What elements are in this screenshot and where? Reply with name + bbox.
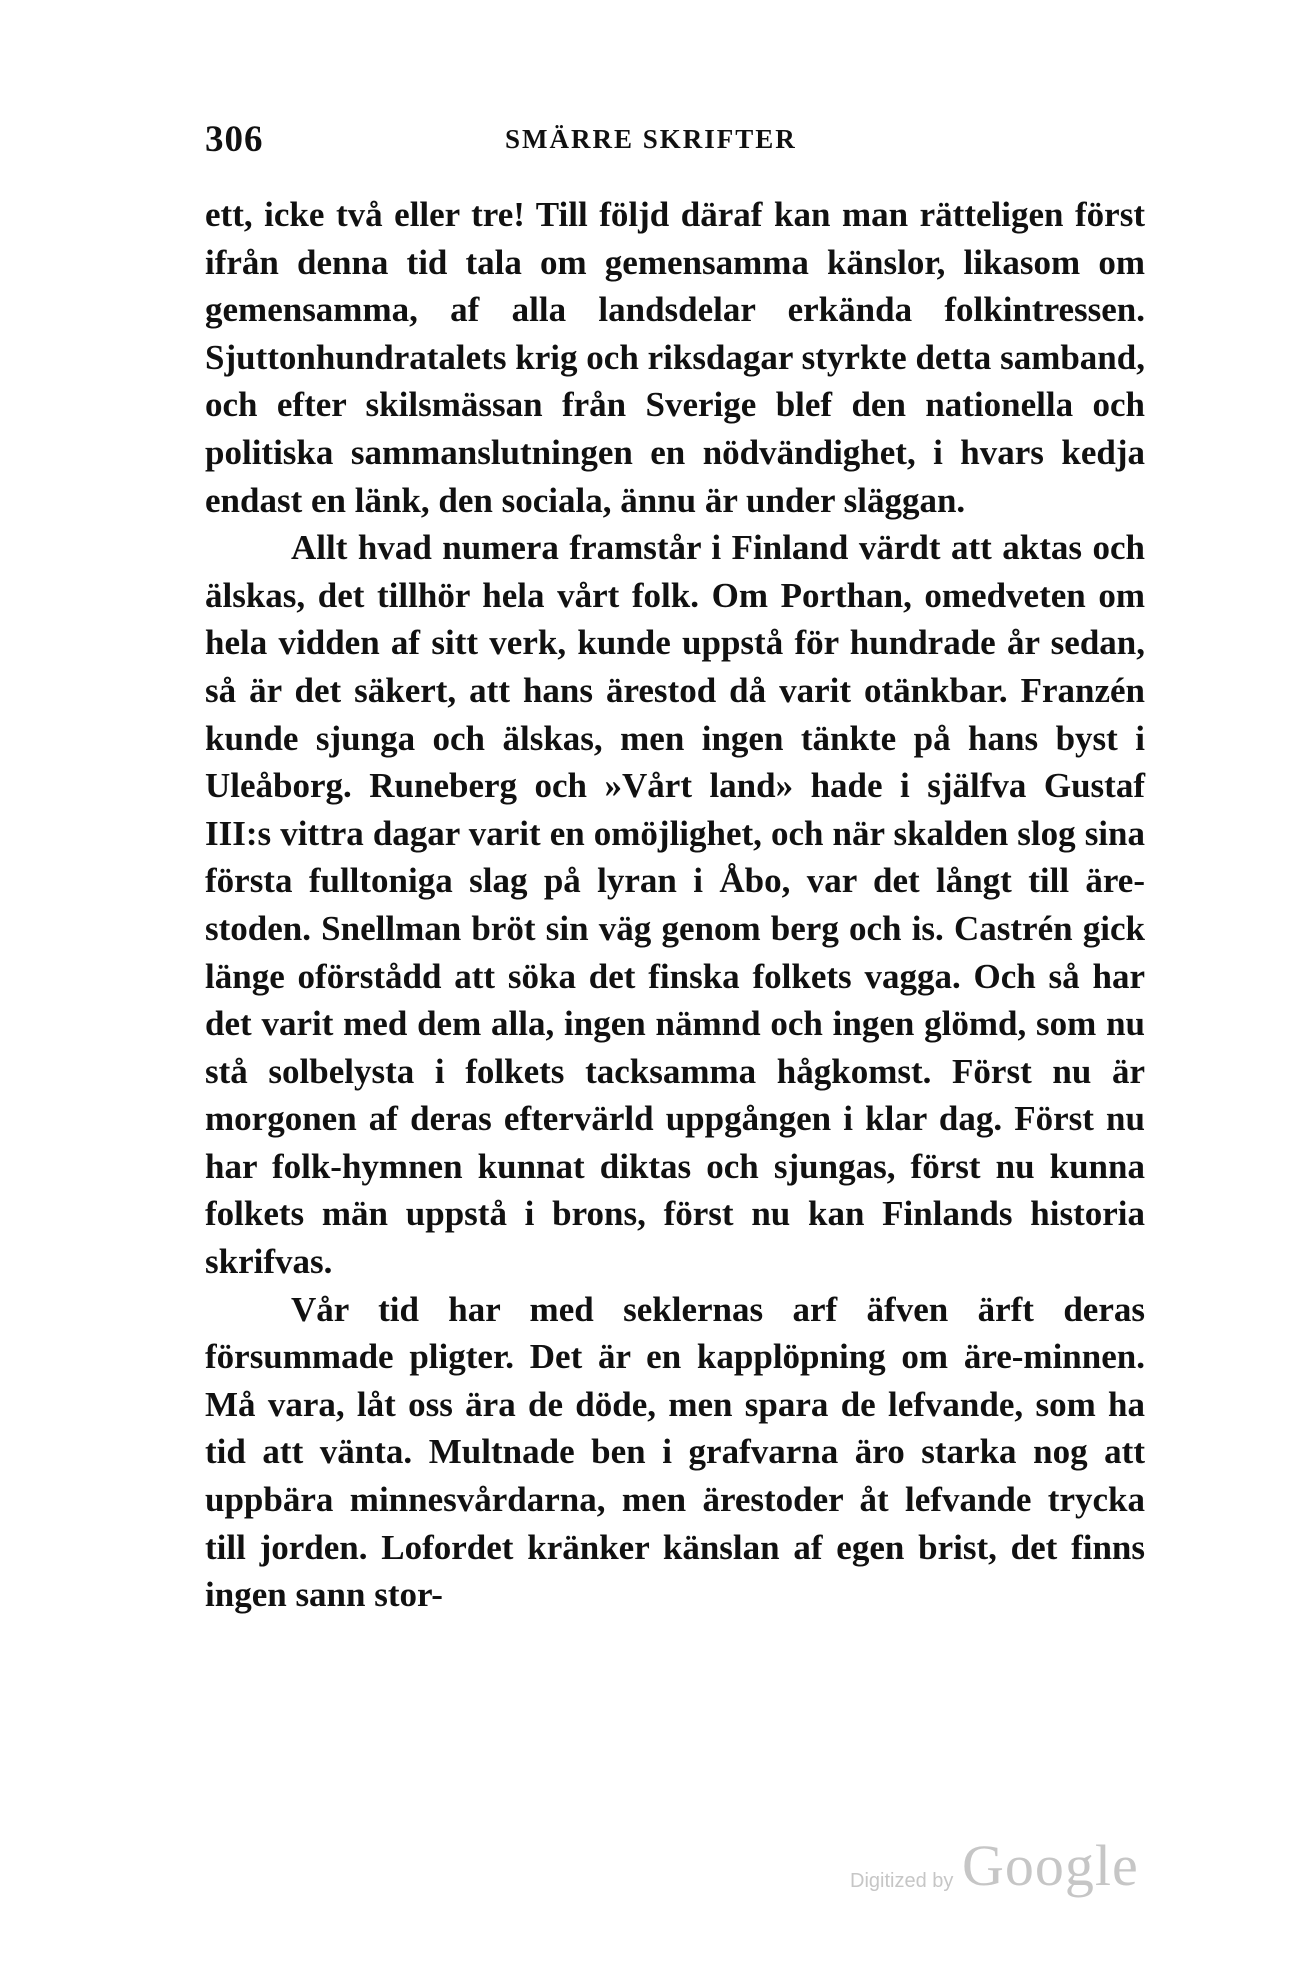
running-title: SMÄRRE SKRIFTER [505, 124, 797, 154]
watermark-logo-text: Google [962, 1833, 1139, 1898]
watermark-small-text: Digitized by [850, 1870, 954, 1892]
paragraph: Vår tid har med seklernas arf äfven ärft deras försummade pligter. Det är en kapplöpning om äre-minnen. Må vara, låt oss ära de döde, men spara de lefvande, som ha tid att vänta. Multnade ben i grafvarna äro starka nog att uppbära minnesvårdarna, men ärestoder åt lefvande trycka till jorden. Lofordet kränker känslan af egen brist, det finns ingen sann stor- [205, 1289, 1145, 1615]
page-header [205, 118, 1145, 168]
page-number: 306 [205, 119, 264, 160]
digitized-watermark [850, 1832, 1180, 1902]
body-text [205, 191, 1145, 1619]
paragraph: Allt hvad numera framstår i Finland värdt att aktas och älskas, det tillhör hela vårt folk. Om Porthan, omedveten om hela vidden af sitt verk, kunde uppstå för hundrade år sedan, så är det säkert, att hans ärestod då varit otänkbar. Franzén kunde sjunga och älskas, men ingen tänkte på hans byst i Uleåborg. Runeberg och »Vårt land» hade i själfva Gustaf III:s vittra dagar varit en omöjlighet, och när skalden slog sina första fulltoniga slag på lyran i Åbo, var det långt till äre-stoden. Snellman bröt sin väg genom berg och is. Castrén gick länge oförstådd att söka det finska folkets vagga. Och så har det varit med dem alla, ingen nämnd och ingen glömd, som nu stå solbelysta i folkets tacksamma hågkomst. Först nu är morgonen af deras eftervärld uppgången i klar dag. Först nu har folk-hymnen kunnat diktas och sjungas, först nu kunna folkets män uppstå i brons, först nu kan Finlands historia skrifvas. [205, 528, 1145, 1282]
paragraph-continued: ett, icke två eller tre! Till följd däraf kan man rätteligen först ifrån denna tid tala om gemensamma känslor, likasom om gemensamma, af alla landsdelar erkända folkintressen. Sjuttonhundratalets krig och riksdagar styrkte detta samband, och efter skilsmässan från Sverige blef den nationella och politiska sammanslutningen en nödvändighet, i hvars kedja endast en länk, den sociala, ännu är under släggan. [205, 195, 1145, 520]
